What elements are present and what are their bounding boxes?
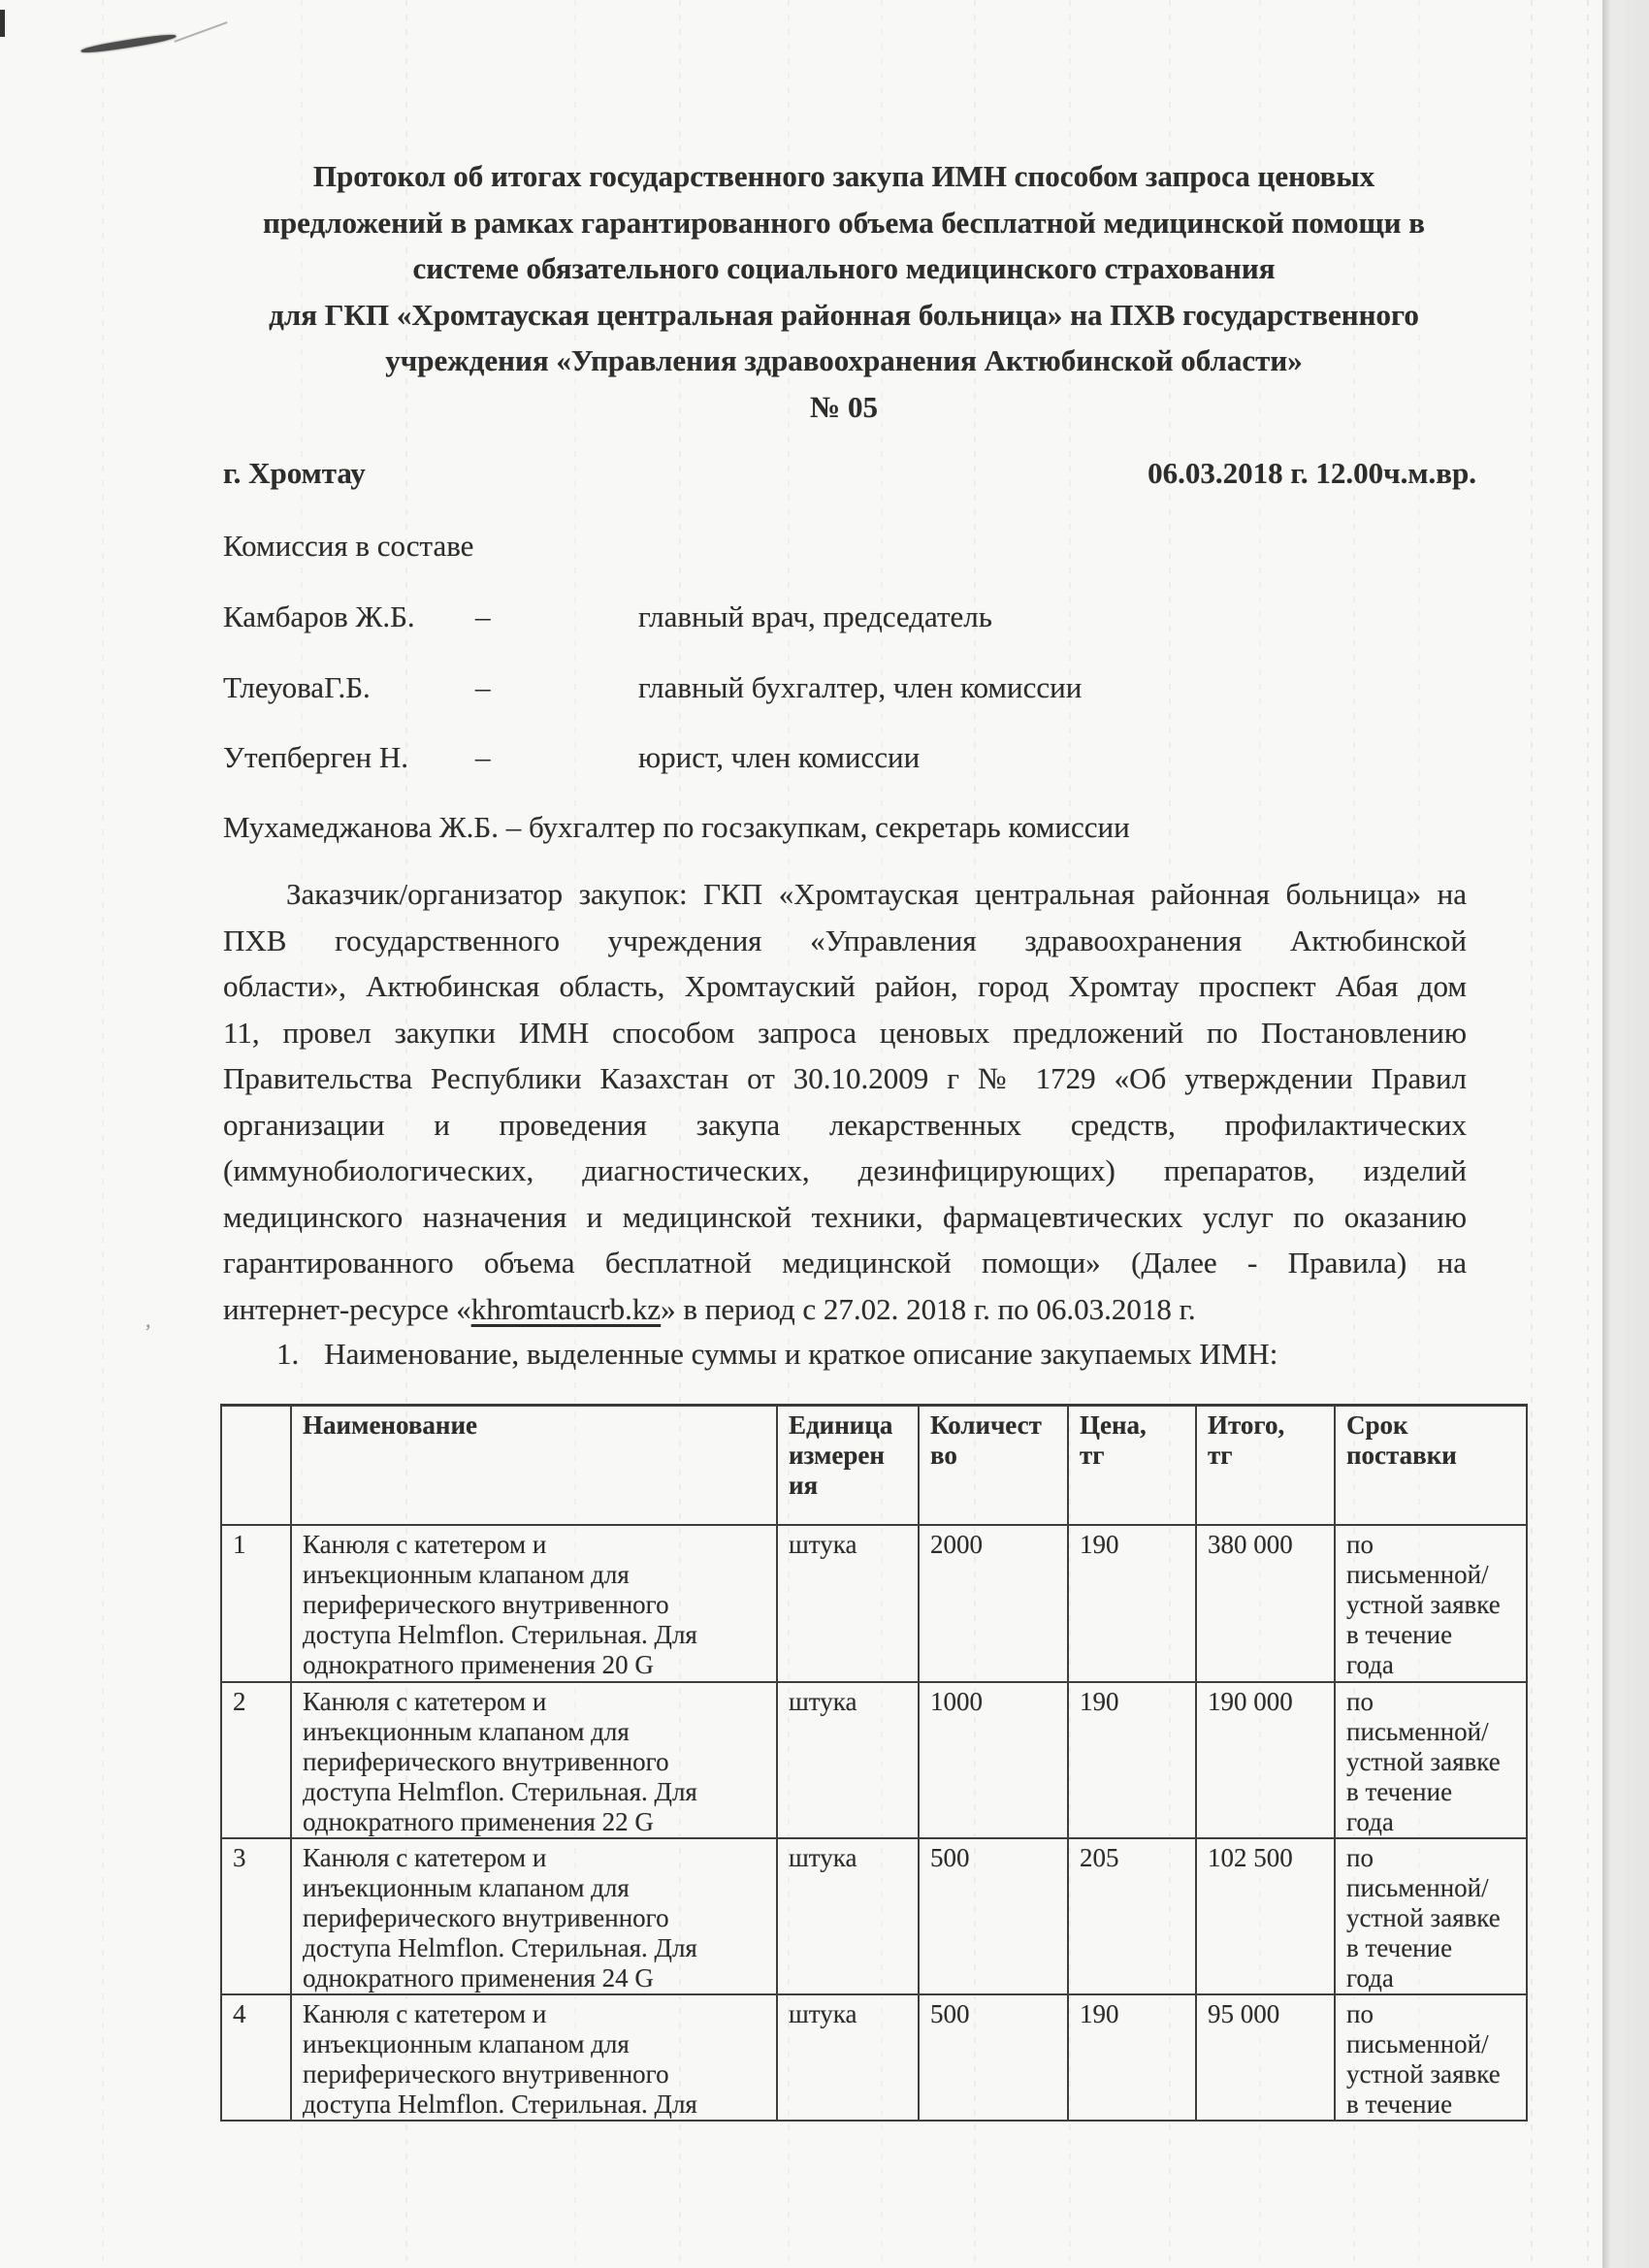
member-name: Утепберген Н. — [223, 740, 409, 774]
row-number: 2 — [221, 1682, 291, 1838]
table-row — [221, 1838, 1527, 1994]
section-1-number: 1. — [276, 1337, 300, 1371]
item-quantity: 1000 — [919, 1682, 1068, 1838]
paragraph-line: ПХВ государственного учреждения «Управления здравоохранения Актюбинской — [223, 923, 1467, 957]
scan-streak — [1587, 0, 1589, 2268]
item-delivery-term: по письменной/ устной заявке в течение года — [1335, 1525, 1527, 1682]
scan-streak — [1169, 0, 1171, 2268]
city-label: г. Хромтау — [223, 456, 366, 490]
item-quantity: 500 — [919, 1838, 1068, 1994]
item-quantity: 2000 — [919, 1525, 1068, 1682]
title-line: системе обязательного социального медицинского страхования — [412, 251, 1276, 285]
section-1-text: Наименование, выделенные суммы и краткое описание закупаемых ИМН: — [324, 1337, 1278, 1371]
city-date-row — [223, 456, 1476, 491]
row-number: 3 — [221, 1838, 291, 1994]
member-name: ТлеуоваГ.Б. — [223, 669, 371, 704]
table-header-row — [221, 1406, 1527, 1525]
item-name: Канюля с катетером и инъекционным клапаном для периферического внутривенного доступа Helmflon. Стерильная. Для — [291, 1994, 777, 2121]
paragraph-line: Заказчик/организатор закупок: ГКП «Хромтауская центральная районная больница» на — [286, 877, 1467, 911]
section-1-heading — [276, 1337, 1277, 1372]
table-header-cell: Цена, тг — [1068, 1406, 1196, 1525]
member-dash: – — [475, 599, 491, 633]
scan-streak — [1069, 0, 1071, 2268]
member-dash: – — [475, 669, 491, 704]
paragraph-line: (иммунобиологических, диагностических, дезинфицирующих) препаратов, изделий — [223, 1153, 1467, 1187]
scan-edge-mark — [0, 10, 5, 37]
item-price: 205 — [1068, 1838, 1196, 1994]
item-unit: штука — [777, 1838, 919, 1994]
item-quantity: 500 — [919, 1994, 1068, 2121]
item-name: Канюля с катетером и инъекционным клапаном для периферического внутривенного доступа Helmflon. Стерильная. Для однократного применения 24 G — [291, 1838, 777, 1994]
table-header-cell: Единица измерен ия — [777, 1406, 919, 1525]
paragraph-line-suffix: » в период с 27.02. 2018 г. по 06.03.2018 г. — [661, 1291, 1196, 1326]
item-delivery-term: по письменной/ устной заявке в течение — [1335, 1994, 1527, 2121]
paragraph-line: гарантированного объема бесплатной медицинской помощи» (Далее - Правила) на — [223, 1246, 1467, 1280]
item-name: Канюля с катетером и инъекционным клапаном для периферического внутривенного доступа Helmflon. Стерильная. Для однократного применения 22 G — [291, 1682, 777, 1838]
item-unit: штука — [777, 1994, 919, 2121]
paragraph-line: Правительства Республики Казахстан от 30.10.2009 г № 1729 «Об утверждении Правил — [223, 1061, 1467, 1095]
table-header-cell: Срок поставки — [1335, 1406, 1527, 1525]
item-price: 190 — [1068, 1682, 1196, 1838]
scan-streak — [1353, 0, 1355, 2268]
member-name: Камбаров Ж.Б. — [223, 599, 415, 633]
table-header-cell: Наименование — [291, 1406, 777, 1525]
commission-member-row — [223, 599, 1465, 670]
scan-streak — [102, 0, 104, 2268]
commission-heading: Комиссия в составе — [223, 529, 474, 563]
item-total: 95 000 — [1196, 1994, 1335, 2121]
item-name: Канюля с катетером и инъекционным клапаном для периферического внутривенного доступа Helmflon. Стерильная. Для однократного применения 20 G — [291, 1525, 777, 1682]
table-header-cell: Итого, тг — [1196, 1406, 1335, 1525]
page-edge-shadow — [1602, 0, 1649, 2268]
scan-speck: , — [146, 1308, 151, 1332]
scan-streak — [1259, 0, 1261, 2268]
item-price: 190 — [1068, 1525, 1196, 1682]
row-number: 4 — [221, 1994, 291, 2121]
item-unit: штука — [777, 1682, 919, 1838]
member-dash: – — [475, 740, 491, 774]
datetime-label: 06.03.2018 г. 12.00ч.м.вр. — [1148, 456, 1476, 490]
table-row — [221, 1682, 1527, 1838]
paragraph-line: области», Актюбинская область, Хромтауский район, город Хромтау проспект Абая дом — [223, 969, 1467, 1003]
scan-streak — [574, 0, 576, 2268]
paragraph-line — [223, 1286, 1467, 1333]
secretary-line: Мухамеджанова Ж.Б. – бухгалтер по госзакупкам, секретарь комиссии — [223, 810, 1130, 844]
pen-mark-artifact — [81, 32, 177, 54]
paragraph-line: организации и проведения закупа лекарственных средств, профилактических — [223, 1107, 1467, 1142]
scan-streak — [881, 0, 883, 2268]
items-table — [220, 1404, 1528, 2122]
scan-streak — [679, 0, 681, 2268]
title-line: Протокол об итогах государственного закупа ИМН способом запроса ценовых — [312, 159, 1375, 193]
title-line: для ГКП «Хромтауская центральная районная больница» на ПХВ государственного — [269, 297, 1419, 332]
member-role: главный врач, председатель — [638, 599, 992, 633]
document-title — [223, 153, 1465, 384]
commission-member-row — [223, 740, 1465, 811]
scan-streak — [1418, 0, 1420, 2268]
body-paragraph — [223, 871, 1467, 1332]
member-role: юрист, член комиссии — [638, 740, 921, 774]
paragraph-line: медицинского назначения и медицинской техники, фармацевтических услуг по оказанию — [223, 1199, 1467, 1234]
table-header-cell — [221, 1406, 291, 1525]
scan-streak — [1531, 0, 1533, 2268]
row-number: 1 — [221, 1525, 291, 1682]
scan-streak — [974, 0, 976, 2268]
item-delivery-term: по письменной/ устной заявке в течение года — [1335, 1838, 1527, 1994]
title-line: учреждения «Управления здравоохранения Актюбинской области» — [385, 343, 1303, 377]
scan-streak — [301, 0, 303, 2268]
scan-streak — [405, 0, 407, 2268]
item-delivery-term: по письменной/ устной заявке в течение года — [1335, 1682, 1527, 1838]
paragraph-line-prefix: интернет-ресурсе « — [223, 1291, 471, 1326]
title-line: предложений в рамках гарантированного объема бесплатной медицинской помощи в — [263, 205, 1425, 240]
table-header-cell: Количест во — [919, 1406, 1068, 1525]
table-row — [221, 1994, 1527, 2121]
commission-member-row — [223, 670, 1465, 741]
table-row — [221, 1525, 1527, 1682]
pen-mark-tail-artifact — [174, 21, 227, 43]
item-price: 190 — [1068, 1994, 1196, 2121]
scan-streak — [788, 0, 790, 2268]
paragraph-line: 11, провел закупки ИМН способом запроса ценовых предложений по Постановлению — [223, 1015, 1467, 1050]
item-total: 102 500 — [1196, 1838, 1335, 1994]
member-role: главный бухгалтер, член комиссии — [638, 669, 1083, 704]
item-unit: штука — [777, 1525, 919, 1682]
item-total: 190 000 — [1196, 1682, 1335, 1838]
item-total: 380 000 — [1196, 1525, 1335, 1682]
document-number: № 05 — [810, 390, 878, 424]
commission-list — [223, 599, 1465, 811]
website-link[interactable]: khromtaucrb.kz — [470, 1291, 662, 1326]
